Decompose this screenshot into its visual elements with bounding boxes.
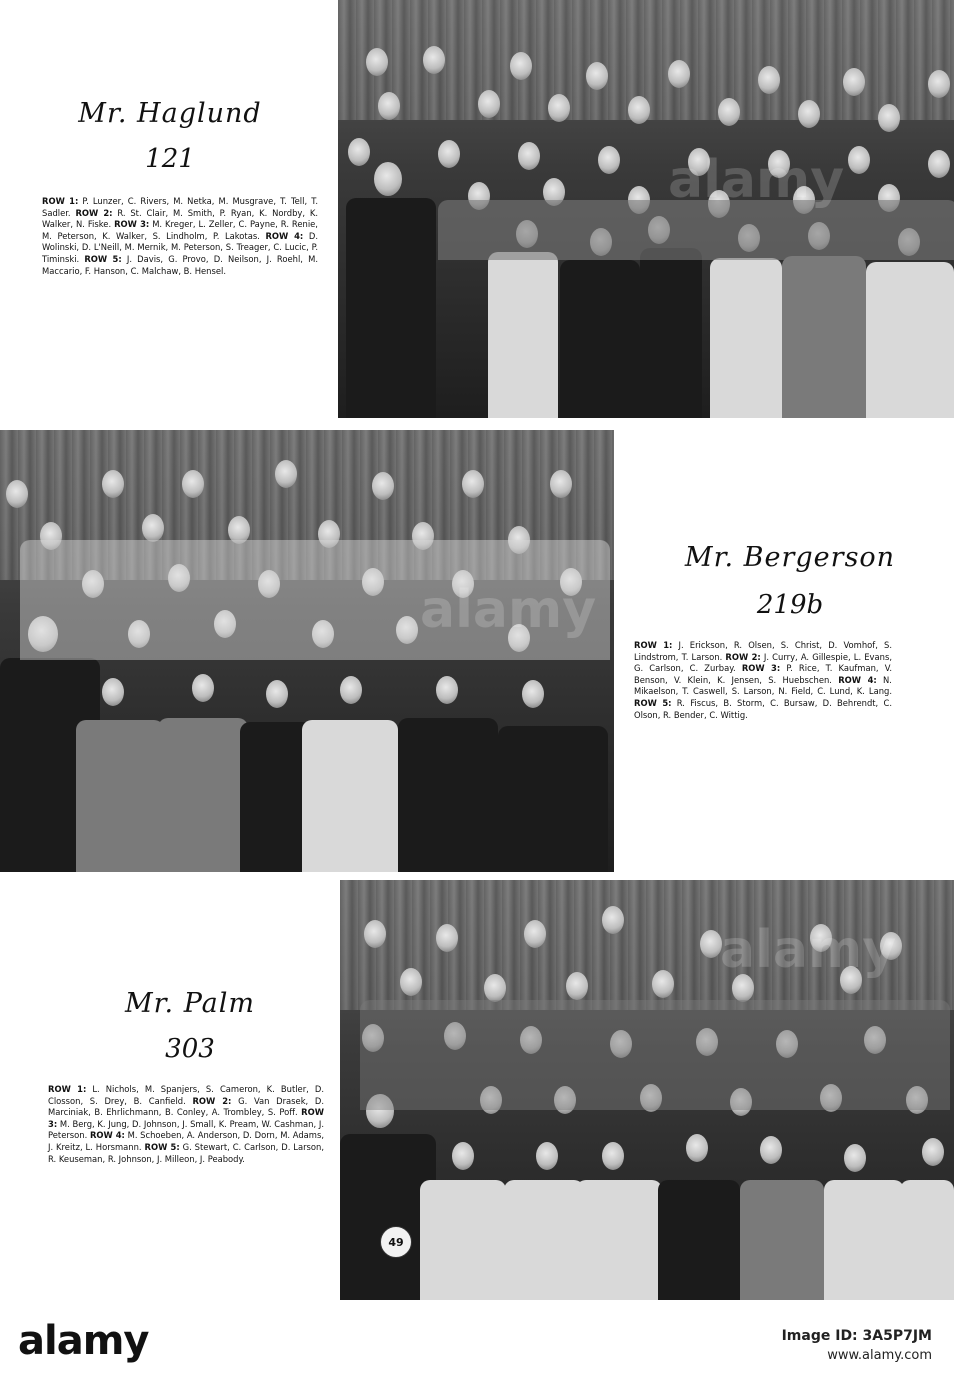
row-names: G. Van Drasek, D. Marciniak, B. Ehrlichmann, B. Conley, A. Trombley, S. Poff. [48, 1095, 325, 1118]
row-names: M. Kreger, L. Zeller, C. Payne, R. Renie, M. Peterson, K. Walker, S. Lindholm, P. Lakotas. [42, 219, 318, 241]
class-photo-haglund [338, 0, 954, 418]
row-label: ROW 4: [89, 1130, 125, 1141]
row-names: J. Davis, G. Provo, D. Neilson, J. Roehl, M. Maccario, F. Hanson, C. Malchaw, B. Hensel. [42, 253, 318, 276]
row-label: ROW 2: [75, 207, 113, 218]
row-names: M. Berg, K. Jung, D. Johnson, J. Small, K. Pream, W. Cashman, J. Peterson. [48, 1118, 324, 1141]
row-names: J. Erickson, R. Olsen, S. Christ, D. Vomhof, S. Lindstrom, T. Larson. [634, 640, 892, 662]
image-id: Image ID: 3A5P7JM [781, 1328, 932, 1344]
row-names: D. Wolinski, D. L'Neill, M. Mernik, M. Peterson, S. Treager, C. Lucic, P. Timinski. [42, 230, 318, 264]
class-photo-bergerson [0, 430, 614, 872]
row-label: ROW 1: [634, 640, 673, 650]
row-names: N. Mikaelson, T. Caswell, S. Larson, N. Field, C. Lund, K. Lang. [634, 674, 892, 697]
row-names: G. Stewart, C. Carlson, D. Larson, R. Keuseman, R. Johnson, J. Milleon, J. Peabody. [48, 1141, 324, 1164]
teacher-name-haglund: Mr. Haglund [78, 98, 262, 129]
row-label: ROW 1: [42, 196, 79, 206]
roster-bergerson [634, 640, 892, 721]
row-names: J. Curry, A. Gillespie, L. Evans, G. Carlson, C. Zurbay. [634, 651, 892, 674]
alamy-logo: alamy [18, 1318, 149, 1364]
footer-info [782, 1328, 932, 1363]
watermark: alamy [668, 150, 845, 210]
row-label: ROW 3: [114, 219, 150, 230]
row-label: ROW 4: [838, 674, 877, 685]
row-names: R. Fiscus, B. Storm, C. Bursaw, D. Behrendt, C. Olson, R. Bender, C. Wittig. [634, 697, 892, 720]
row-label: ROW 5: [84, 253, 122, 264]
row-label: ROW 4: [265, 230, 304, 241]
teacher-name-palm: Mr. Palm [124, 988, 256, 1019]
row-label: ROW 2: [192, 1095, 232, 1106]
watermark: alamy [720, 920, 897, 980]
row-names: P. Lunzer, C. Rivers, M. Netka, M. Musgrave, T. Tell, T. Sadler. [42, 196, 318, 218]
row-names: P. Rice, T. Kaufman, V. Benson, V. Klein, K. Jensen, S. Huebschen. [634, 663, 893, 685]
footer-url: www.alamy.com [827, 1348, 932, 1363]
row-label: ROW 5: [634, 697, 672, 708]
row-names: L. Nichols, M. Spanjers, S. Cameron, K. Butler, D. Closson, S. Drey, B. Canfield. [48, 1084, 324, 1106]
row-label: ROW 3: [48, 1107, 324, 1129]
row-names: M. Schoeben, A. Anderson, D. Dorn, M. Adams, J. Kreitz, L. Horsmann. [48, 1130, 324, 1152]
room-number-303: 303 [165, 1034, 215, 1064]
row-label: ROW 1: [48, 1084, 87, 1094]
page-number: 49 [380, 1226, 412, 1258]
roster-haglund [42, 196, 318, 277]
watermark: alamy [420, 580, 597, 640]
teacher-name-bergerson: Mr. Bergerson [684, 542, 896, 573]
row-label: ROW 2: [725, 651, 761, 662]
room-number-219b: 219b [756, 590, 824, 620]
row-label: ROW 3: [741, 663, 781, 674]
room-number-121: 121 [145, 144, 195, 174]
roster-palm [48, 1084, 324, 1165]
class-photo-palm [340, 880, 954, 1300]
row-names: R. St. Clair, M. Smith, P. Ryan, K. Nordby, K. Walker, N. Fiske. [42, 207, 319, 230]
row-label: ROW 5: [144, 1141, 180, 1152]
